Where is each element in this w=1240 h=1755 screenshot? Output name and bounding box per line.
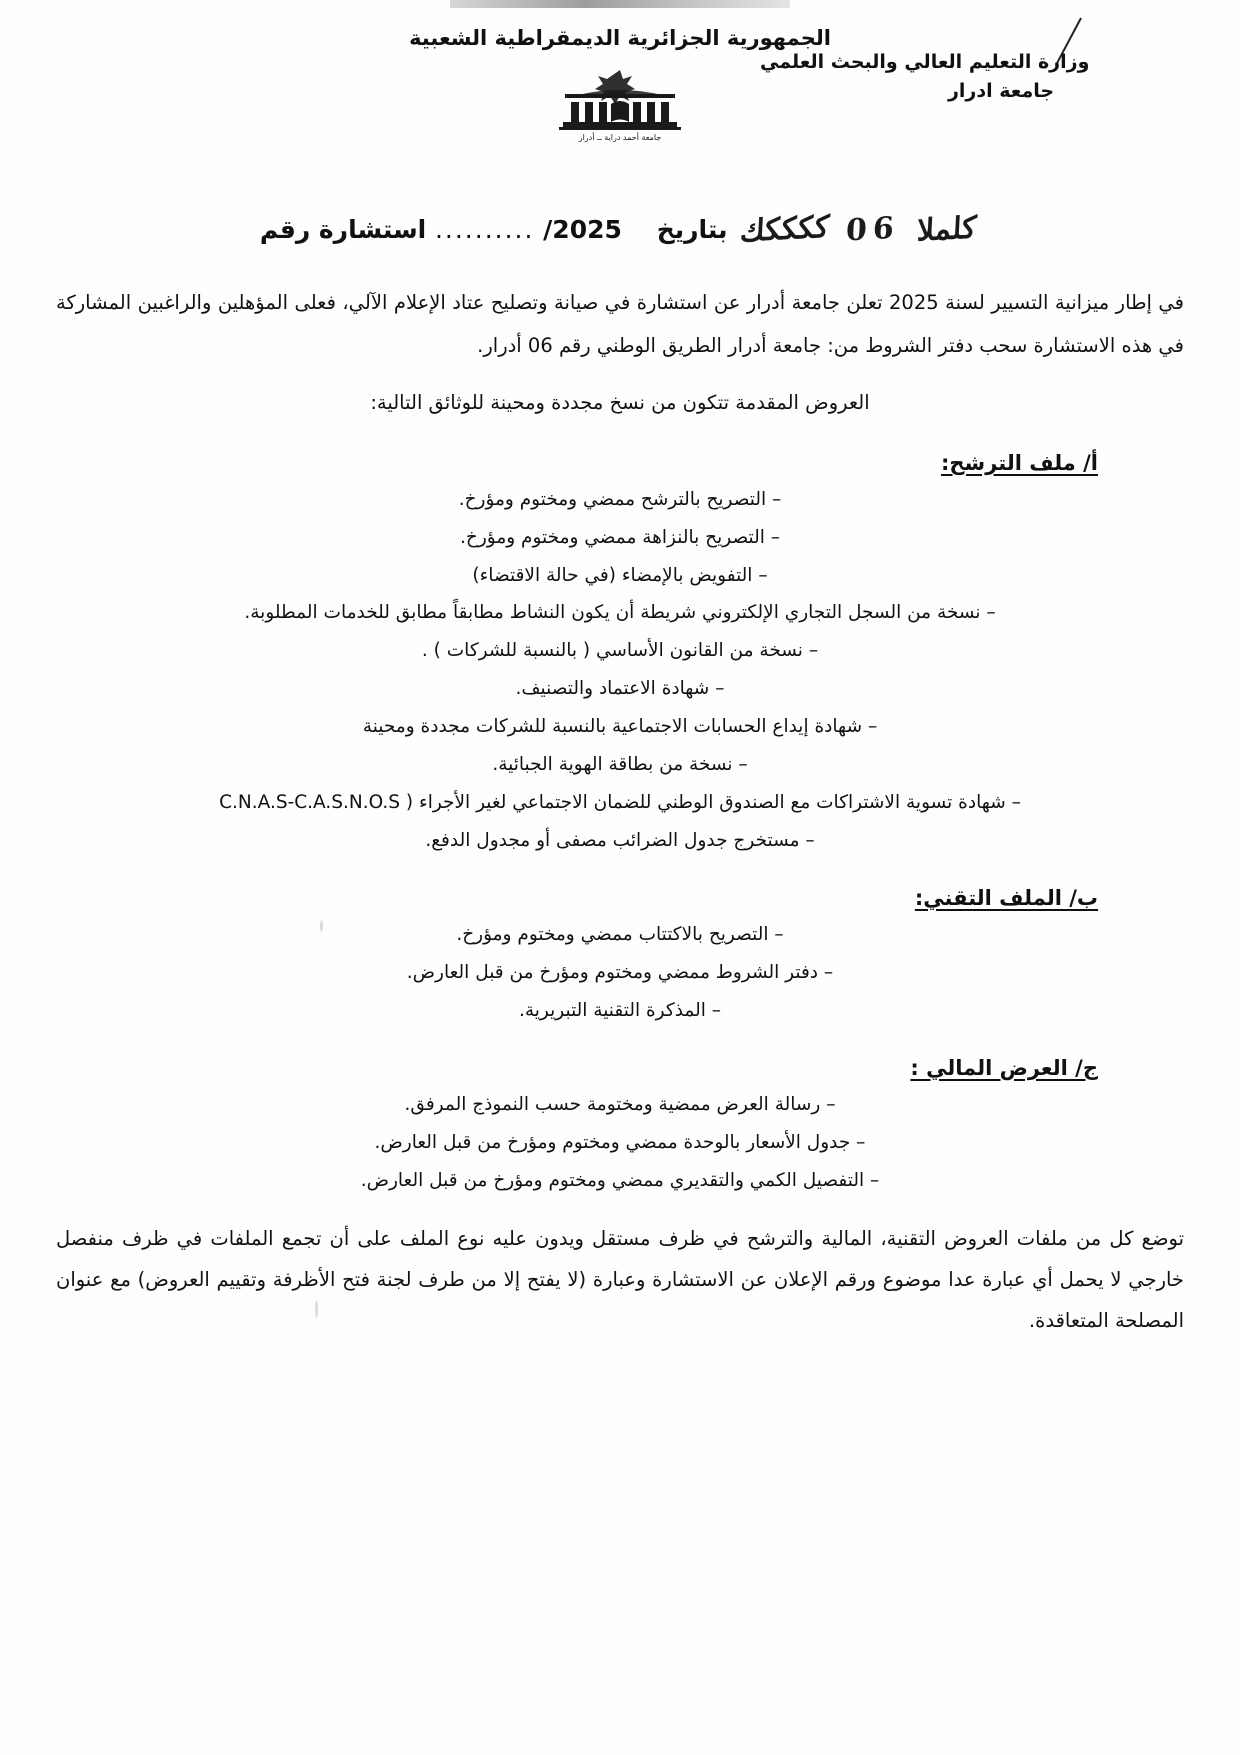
section-list-financial — [56, 1086, 1184, 1200]
document-header — [0, 0, 1240, 194]
list-item: – دفتر الشروط ممضي ومختوم ومؤرخ من قبل العارض. — [56, 954, 1184, 992]
handwritten-scrawl-left: كلملا — [915, 210, 978, 249]
consultation-title — [0, 209, 1240, 268]
list-item: – التفويض بالإمضاء (في حالة الاقتضاء) — [56, 557, 1184, 595]
intro-paragraph-1: في إطار ميزانية التسيير لسنة 2025 تعلن جامعة أدرار عن استشارة في صيانة وتصليح عتاد الإعلام الآلي، فعلى المؤهلين والراغبين المشاركة في هذه الاستشارة سحب دفتر الشروط من: جامعة أدرار الطريق الوطني رقم 06 أدرار. — [56, 291, 1184, 357]
ministry-block — [760, 48, 1200, 107]
republic-title: الجمهورية الجزائرية الديمقراطية الشعبية — [409, 26, 831, 50]
list-item: – نسخة من القانون الأساسي ( بالنسبة للشركات ) . — [56, 632, 1184, 670]
list-item: – مستخرج جدول الضرائب مصفى أو مجدول الدفع. — [56, 822, 1184, 860]
title-prefix: استشارة رقم — [259, 215, 427, 244]
list-item: – شهادة تسوية الاشتراكات مع الصندوق الوطني للضمان الاجتماعي لغير الأجراء ( C.N.A.S-C.A.S.N.O.S — [56, 784, 1184, 822]
section-list-candidacy — [56, 481, 1184, 860]
list-item: – المذكرة التقنية التبريرية. — [56, 992, 1184, 1030]
title-date-label: بتاريخ — [656, 215, 728, 244]
handwritten-date: 06 — [845, 210, 901, 249]
list-item: – التصريح بالاكتتاب ممضي ومختوم ومؤرخ. — [56, 916, 1184, 954]
scan-speck — [315, 1300, 318, 1318]
section-list-technical — [56, 916, 1184, 1030]
scan-speck — [320, 920, 323, 932]
list-item: – التصريح بالنزاهة ممضي ومختوم ومؤرخ. — [56, 519, 1184, 557]
ministry-name: وزارة التعليم العالي والبحث العلمي — [760, 51, 1090, 73]
logo-caption: جامعة أحمد دراية ــ أدرار — [578, 133, 662, 142]
list-item: – نسخة من السجل التجاري الإلكتروني شريطة أن يكون النشاط مطابقاً مطابق للخدمات المطلوبة. — [56, 594, 1184, 632]
list-item: – نسخة من بطاقة الهوية الجبائية. — [56, 746, 1184, 784]
title-year: 2025/ — [543, 215, 622, 244]
list-item: – شهادة الاعتماد والتصنيف. — [56, 670, 1184, 708]
handwritten-scrawl-right: ككككك — [739, 209, 831, 250]
section-heading-financial: ج/ العرض المالي : — [910, 1055, 1098, 1080]
list-item: – رسالة العرض ممضية ومختومة حسب النموذج المرفق. — [56, 1086, 1184, 1124]
section-heading-candidacy: أ/ ملف الترشح: — [941, 450, 1098, 475]
intro-paragraph-2: العروض المقدمة تتكون من نسخ مجددة ومحينة للوثائق التالية: — [370, 390, 870, 414]
list-item: – التفصيل الكمي والتقديري ممضي ومختوم ومؤرخ من قبل العارض. — [56, 1162, 1184, 1200]
document-body — [0, 282, 1240, 1342]
title-number-dots: .......... — [434, 215, 535, 244]
closing-paragraph: توضع كل من ملفات العروض التقنية، المالية والترشح في ظرف مستقل ويدون عليه نوع الملف على أن تجمع الملفات في ظرف منفصل خارجي لا يحمل أي عبارة عدا موضوع ورقم الإعلان عن الاستشارة وعبارة (لا يفتح إلا من طرف لجنة فتح الأظرفة وتقييم العروض) مع عنوان المصلحة المتعاقدة. — [56, 1227, 1184, 1333]
university-logo — [525, 64, 715, 144]
list-item: – التصريح بالترشح ممضي ومختوم ومؤرخ. — [56, 481, 1184, 519]
list-item: – جدول الأسعار بالوحدة ممضي ومختوم ومؤرخ من قبل العارض. — [56, 1124, 1184, 1162]
university-name: جامعة ادرار — [947, 80, 1055, 103]
list-item: – شهادة إيداع الحسابات الاجتماعية بالنسبة للشركات مجددة ومحينة — [56, 708, 1184, 746]
section-heading-technical: ب/ الملف التقني: — [914, 885, 1098, 910]
